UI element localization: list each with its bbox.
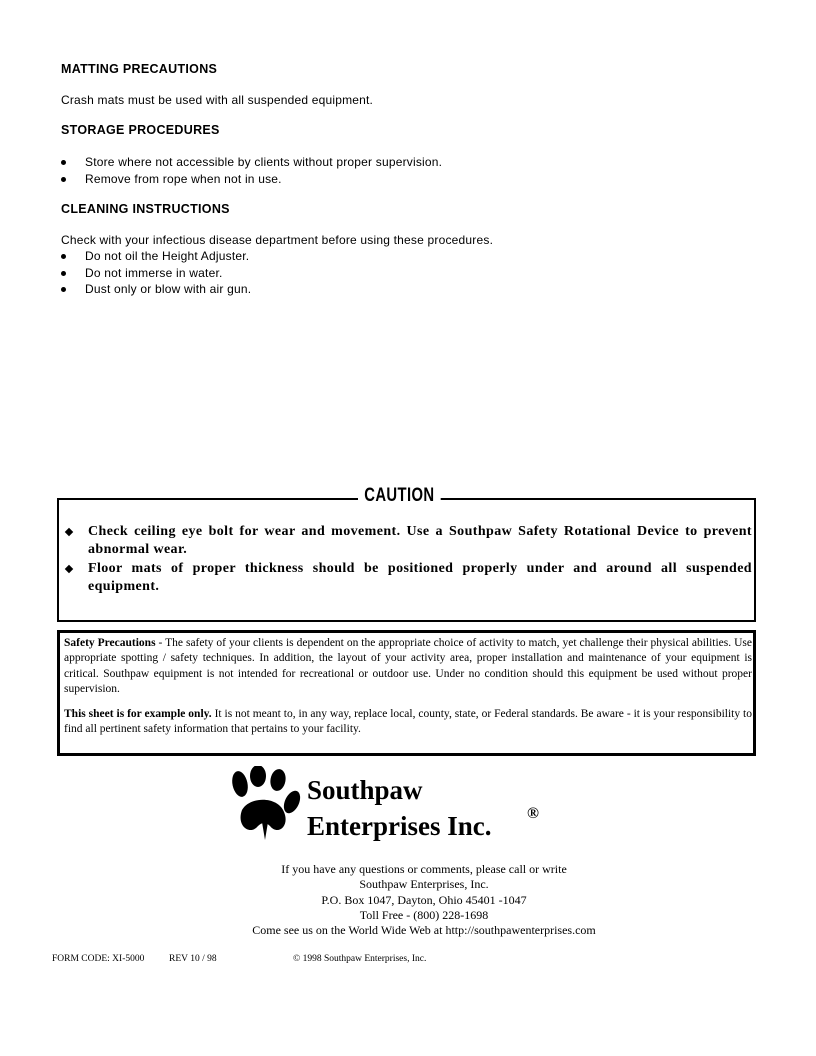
form-code: FORM CODE: XI-5000 bbox=[52, 954, 145, 964]
contact-line: Toll Free - (800) 228-1698 bbox=[359, 907, 489, 922]
list-item: Remove from rope when not in use. bbox=[61, 171, 442, 188]
list-item: Store where not accessible by clients without proper supervision. bbox=[61, 154, 442, 171]
revision: REV 10 / 98 bbox=[169, 954, 217, 964]
bullet-icon bbox=[61, 271, 66, 276]
bullet-icon bbox=[61, 160, 66, 165]
safety-label: Safety Precautions bbox=[64, 637, 156, 649]
matting-text: Crash mats must be used with all suspended equipment. bbox=[61, 93, 374, 107]
bullet-icon bbox=[61, 177, 66, 182]
list-item: Do not oil the Height Adjuster. bbox=[61, 248, 251, 265]
caution-item: Check ceiling eye bolt for wear and movement. Use a Southpaw Safety Rotational Device to prevent abnormal wear. bbox=[66, 523, 752, 559]
contact-line: If you have any questions or comments, please call or write bbox=[281, 862, 567, 876]
contact-line: Southpaw Enterprises, Inc. bbox=[359, 877, 489, 892]
example-label: This sheet is for example only. bbox=[64, 708, 212, 721]
company-name: Southpaw Enterprises Inc. bbox=[307, 775, 492, 841]
contact-block bbox=[0, 862, 816, 938]
registered-mark: ® bbox=[527, 805, 539, 822]
bullet-icon bbox=[61, 254, 66, 259]
cleaning-heading: CLEANING INSTRUCTIONS bbox=[61, 202, 230, 216]
diamond-bullet-icon bbox=[65, 565, 73, 573]
safety-paragraph: Safety Precautions - The safety of your clients is dependent on the appropriate choice of activity to match, yet challenge their physical abilities. Use appropriate spotting / safety techniques. In addition, the layout of your activity area, proper installation and maintenance of your equipment is critical. Southpaw equipment is not intended for recreational or outdoor use. Under no condition should this equipment be used without proper supervision. bbox=[64, 637, 752, 695]
contact-line: P.O. Box 1047, Dayton, Ohio 45401 -1047 bbox=[321, 892, 527, 907]
contact-line: Come see us on the World Wide Web at http://southpawenterprises.com bbox=[252, 923, 596, 938]
list-item: Dust only or blow with air gun. bbox=[61, 281, 251, 298]
bullet-icon bbox=[61, 287, 66, 292]
paw-print-icon bbox=[226, 766, 302, 842]
storage-heading: STORAGE PROCEDURES bbox=[61, 123, 220, 137]
caution-item: Floor mats of proper thickness should be positioned properly under and around all suspended equipment. bbox=[66, 560, 752, 596]
matting-heading: MATTING PRECAUTIONS bbox=[61, 62, 218, 76]
safety-text bbox=[64, 636, 752, 738]
caution-title: CAUTION bbox=[358, 485, 441, 507]
list-item: Do not immerse in water. bbox=[61, 265, 251, 282]
caution-list bbox=[66, 523, 752, 597]
cleaning-intro: Check with your infectious disease department before using these procedures. bbox=[61, 233, 494, 247]
example-paragraph: This sheet is for example only. It is not meant to, in any way, replace local, county, state, or Federal standards. Be aware - it is your responsibility to find all pertinent safety information that pertains to your facility. bbox=[64, 708, 752, 736]
diamond-bullet-icon bbox=[65, 528, 73, 536]
storage-list bbox=[61, 154, 442, 187]
copyright: © 1998 Southpaw Enterprises, Inc. bbox=[293, 954, 427, 964]
cleaning-list bbox=[61, 248, 251, 298]
